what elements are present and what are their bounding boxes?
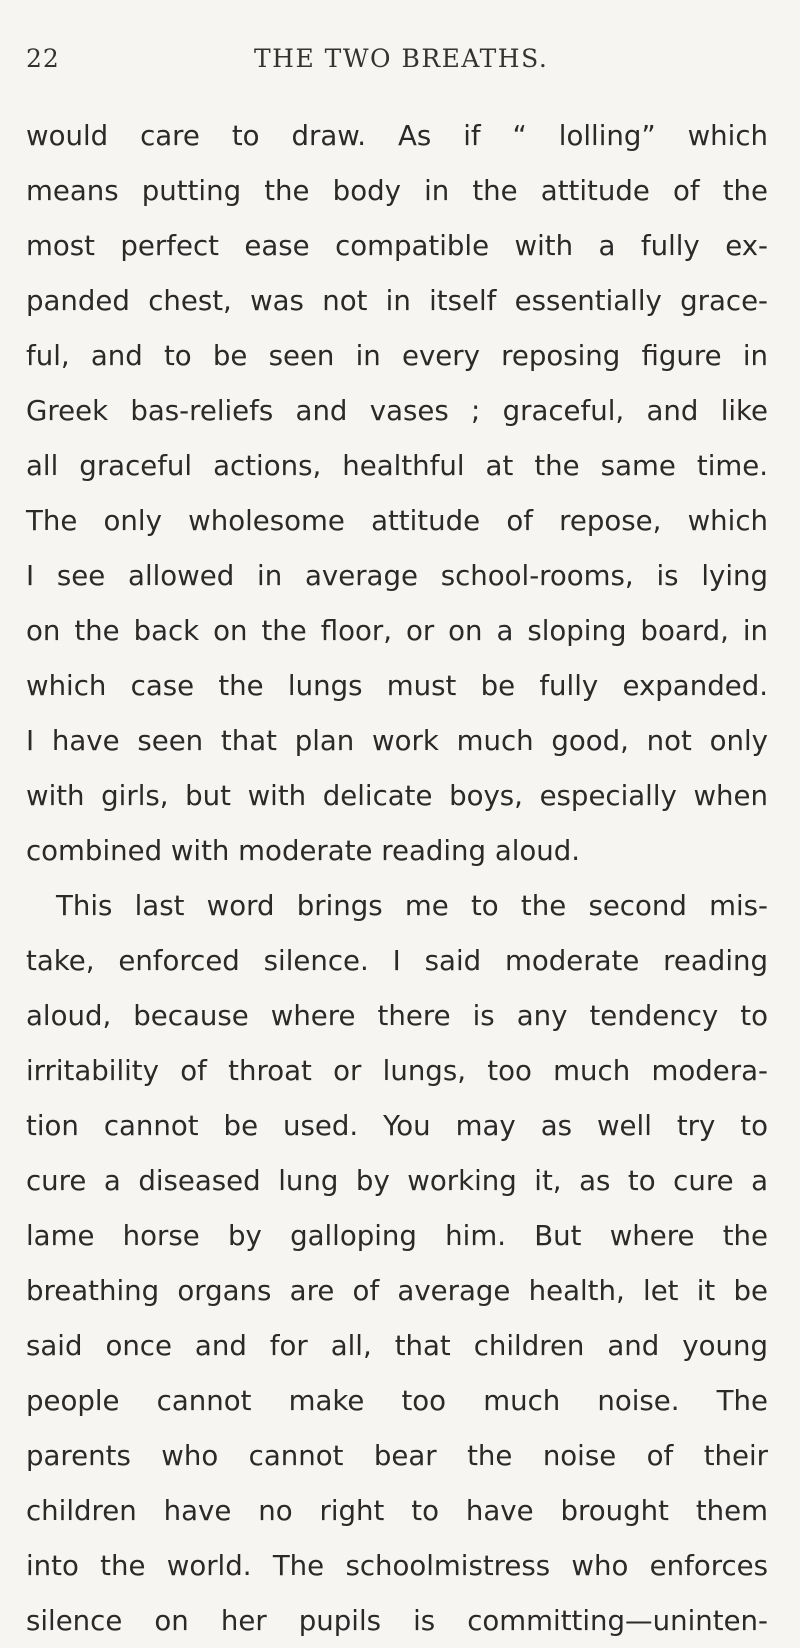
text-line: The only wholesome attitude of repose, which <box>26 504 768 537</box>
text-line: take, enforced silence. I said moderate reading <box>26 944 768 977</box>
page-number: 22 <box>26 44 60 73</box>
text-line: Greek bas-reliefs and vases ; graceful, and like <box>26 394 768 427</box>
text-line: parents who cannot bear the noise of their <box>26 1439 768 1472</box>
text-line: aloud, because where there is any tendency to <box>26 999 768 1032</box>
text-line: which case the lungs must be fully expanded. <box>26 669 768 702</box>
text-line: people cannot make too much noise. The <box>26 1384 768 1417</box>
text-line: said once and for all, that children and young <box>26 1329 768 1362</box>
body-text <box>26 108 768 1648</box>
text-line: ful, and to be seen in every reposing figure in <box>26 339 768 372</box>
text-line: into the world. The schoolmistress who enforces <box>26 1549 768 1582</box>
paragraph-start-line: This last word brings me to the second mis- <box>56 889 768 922</box>
text-line: cure a diseased lung by working it, as to cure a <box>26 1164 768 1197</box>
text-line: panded chest, was not in itself essentially grace- <box>26 284 768 317</box>
text-line: I see allowed in average school-rooms, is lying <box>26 559 768 592</box>
text-line: with girls, but with delicate boys, especially when <box>26 779 768 812</box>
text-line: I have seen that plan work much good, not only <box>26 724 768 757</box>
text-line: most perfect ease compatible with a fully ex- <box>26 229 768 262</box>
text-line: means putting the body in the attitude of the <box>26 174 768 207</box>
running-title: THE TWO BREATHS. <box>254 44 549 73</box>
paragraph-end-line: combined with moderate reading aloud. <box>26 834 581 867</box>
text-line: lame horse by galloping him. But where the <box>26 1219 768 1252</box>
text-line: all graceful actions, healthful at the same time. <box>26 449 768 482</box>
text-line: silence on her pupils is committing—uninten- <box>26 1604 768 1637</box>
running-head <box>26 30 766 78</box>
text-line: would care to draw. As if “ lolling” which <box>26 119 768 152</box>
text-line: children have no right to have brought them <box>26 1494 768 1527</box>
text-line: on the back on the floor, or on a sloping board, in <box>26 614 768 647</box>
text-line: irritability of throat or lungs, too much modera- <box>26 1054 768 1087</box>
text-line: tion cannot be used. You may as well try to <box>26 1109 768 1142</box>
text-line: breathing organs are of average health, let it be <box>26 1274 768 1307</box>
